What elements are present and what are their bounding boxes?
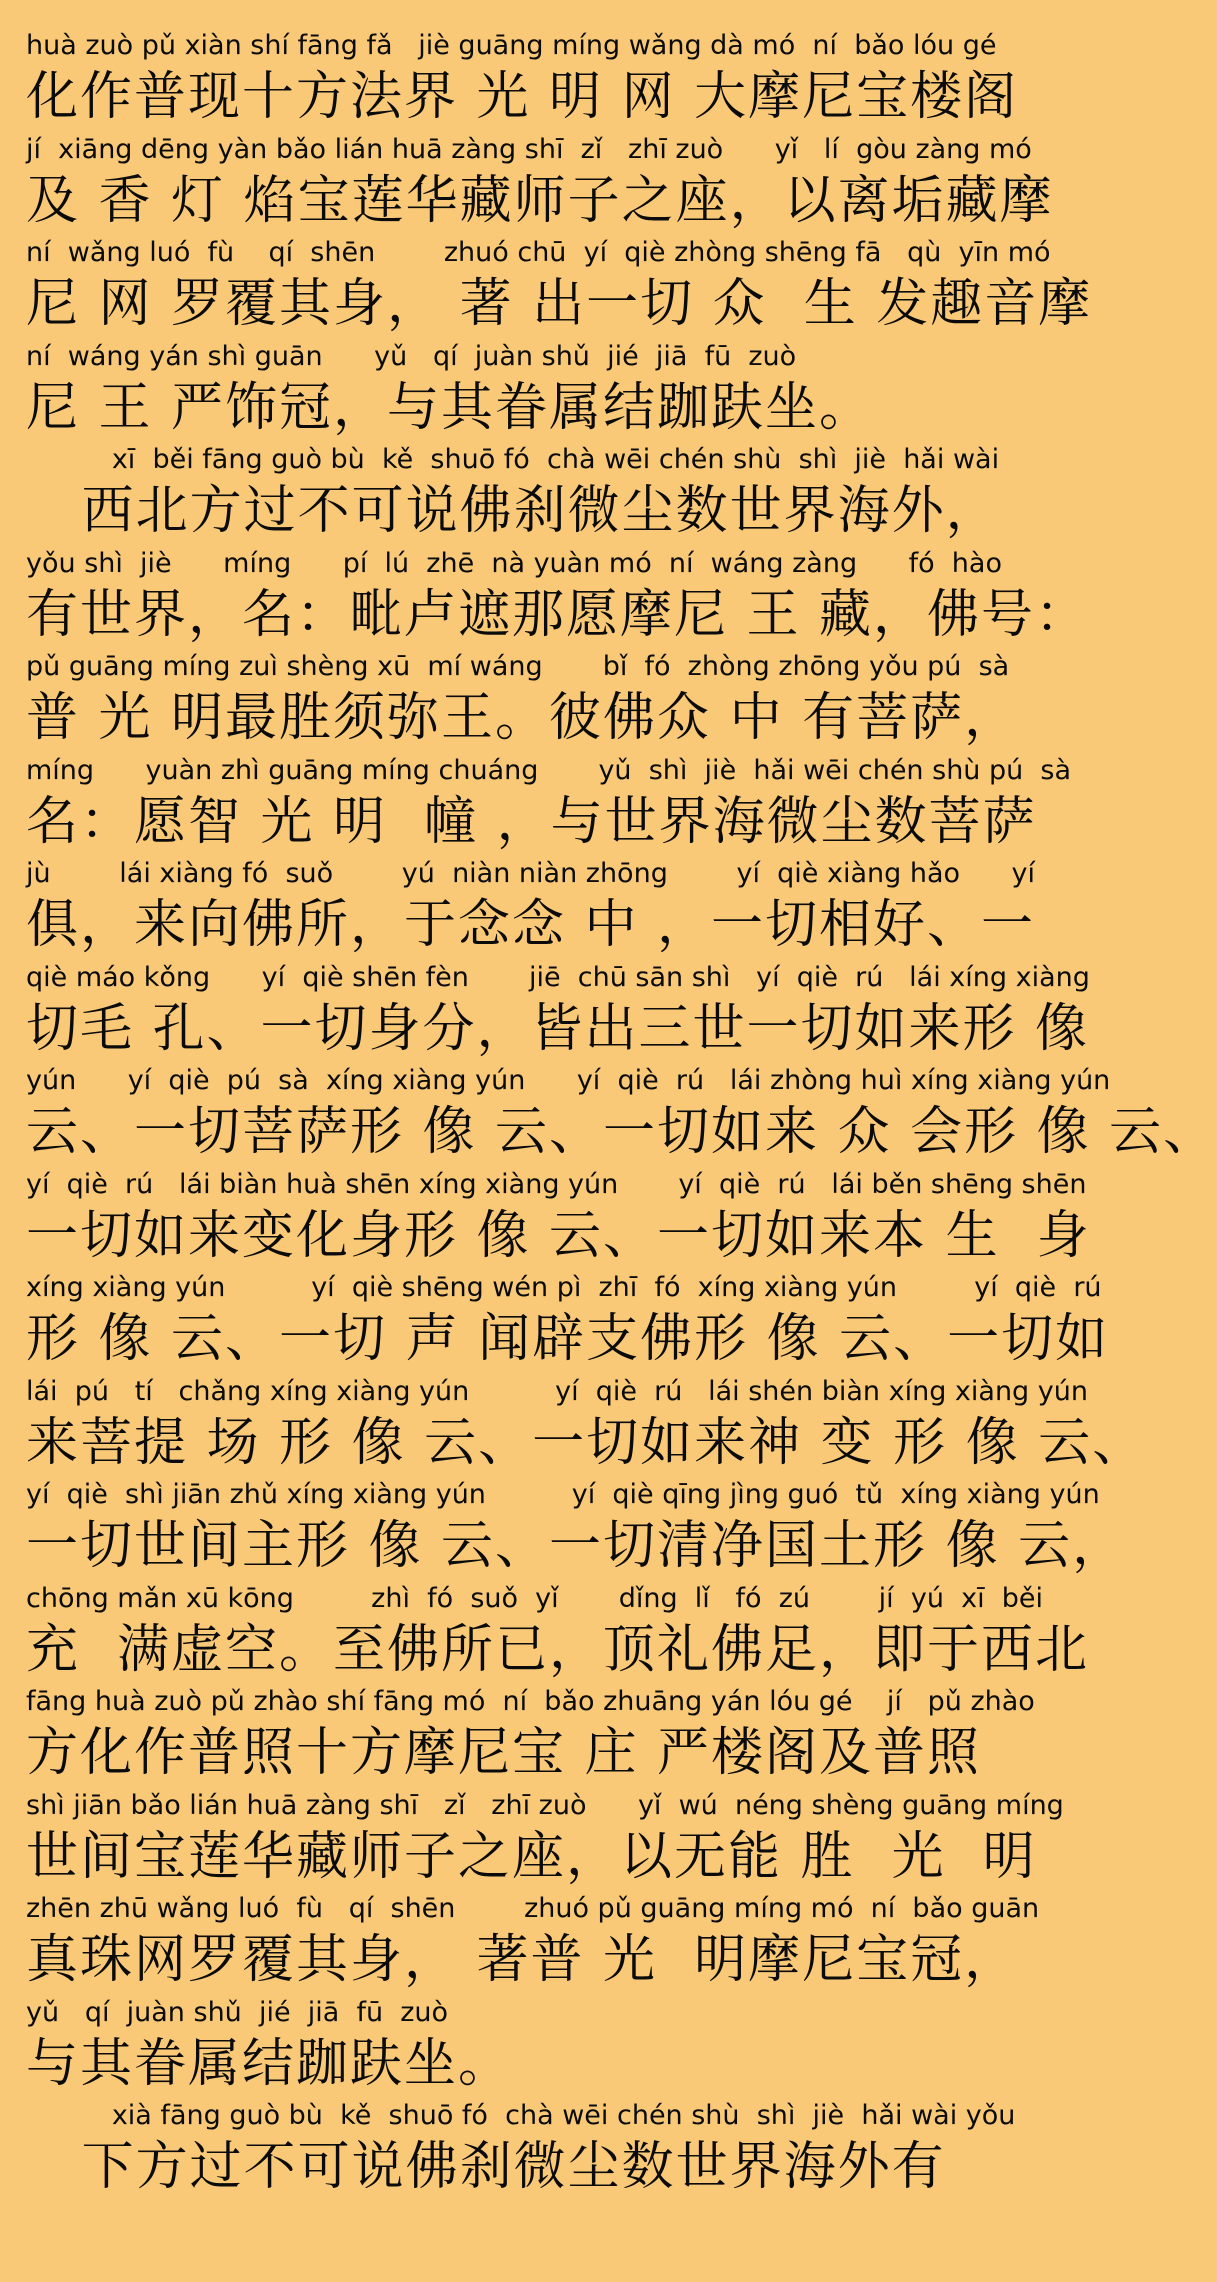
hanzi-text: 尼 王 严饰冠，与其眷属结跏趺坐。: [26, 378, 874, 438]
pinyin-text: yí qiè shì jiān zhǔ xíng xiàng yún yí qiè qīng jìng guó tǔ xíng xiàng yún: [26, 1479, 1100, 1510]
verse-line: [26, 649, 1054, 753]
hanzi-text: 俱，来向佛所，于念念 中 ，一切相好、一: [26, 895, 1036, 955]
hanzi-text: 西北方过不可说佛刹微尘数世界海外，: [26, 481, 1000, 541]
hanzi-text: 一切如来变化身形 像 云、一切如来本 生 身: [26, 1206, 1091, 1266]
verse-line: [26, 1374, 1147, 1478]
verse-line: [26, 2098, 1054, 2202]
hanzi-text: 方化作普照十方摩尼宝 庄 严楼阁及普照: [26, 1723, 982, 1783]
verse-line: [26, 132, 1054, 236]
verse-line: [26, 339, 1054, 443]
verse-line: [26, 1270, 1110, 1374]
verse-line: [26, 1063, 1217, 1167]
pinyin-text: yí qiè rú lái biàn huà shēn xíng xiàng yún yí qiè rú lái běn shēng shēn: [26, 1169, 1087, 1200]
pinyin-text: yún yí qiè pú sà xíng xiàng yún yí qiè rú lái zhòng huì xíng xiàng yún: [26, 1065, 1111, 1096]
pinyin-text: míng yuàn zhì guāng míng chuáng yǔ shì jiè hǎi wēi chén shù pú sà: [26, 755, 1072, 786]
hanzi-text: 及 香 灯 焰宝莲华藏师子之座，以离垢藏摩: [26, 171, 1054, 231]
hanzi-text: 下方过不可说佛刹微尘数世界海外有: [26, 2137, 946, 2197]
verse-line: [26, 1167, 1091, 1271]
verse-line: [26, 960, 1090, 1064]
hanzi-text: 化作普现十方法界 光 明 网 大摩尼宝楼阁: [26, 67, 1019, 127]
hanzi-text: 普 光 明最胜须弥王。彼佛众 中 有菩萨，: [26, 688, 1019, 748]
pinyin-text: jí xiāng dēng yàn bǎo lián huā zàng shī zǐ zhī zuò yǐ lí gòu zàng mó: [26, 134, 1032, 165]
hanzi-text: 尼 网 罗覆其身， 著 出一切 众 生 发趣音摩: [26, 274, 1093, 334]
hanzi-text: 真珠网罗覆其身， 著普 光 明摩尼宝冠，: [26, 1930, 1019, 1990]
hanzi-text: 名：愿智 光 明 幢 ，与世界海微尘数菩萨: [26, 792, 1037, 852]
pinyin-text: xī běi fāng guò bù kě shuō fó chà wēi chén shù shì jiè hǎi wài: [26, 444, 1000, 475]
hanzi-text: 一切世间主形 像 云、一切清净国土形 像 云，: [26, 1516, 1127, 1576]
pinyin-text: shì jiān bǎo lián huā zàng shī zǐ zhī zuò yǐ wú néng shèng guāng míng: [26, 1790, 1064, 1821]
pinyin-text: jù lái xiàng fó suǒ yú niàn niàn zhōng yí qiè xiàng hǎo yí: [26, 858, 1035, 889]
hanzi-text: 有世界，名：毗卢遮那愿摩尼 王 藏，佛号：: [26, 585, 1090, 645]
verse-line: [26, 1581, 1090, 1685]
verse-line: [26, 1788, 1064, 1892]
verse-line: [26, 235, 1093, 339]
pinyin-text: lái pú tí chǎng xíng xiàng yún yí qiè rú lái shén biàn xíng xiàng yún: [26, 1376, 1088, 1407]
verse-line: [26, 753, 1072, 857]
hanzi-text: 云、一切菩萨形 像 云、一切如来 众 会形 像 云、: [26, 1102, 1217, 1162]
pinyin-text: pǔ guāng míng zuì shèng xū mí wáng bǐ fó zhòng zhōng yǒu pú sà: [26, 651, 1010, 682]
verse-line: [26, 546, 1090, 650]
pinyin-text: xíng xiàng yún yí qiè shēng wén pì zhī fó xíng xiàng yún yí qiè rú: [26, 1272, 1102, 1303]
pinyin-text: fāng huà zuò pǔ zhào shí fāng mó ní bǎo zhuāng yán lóu gé jí pǔ zhào: [26, 1686, 1035, 1717]
pinyin-text: yǔ qí juàn shǔ jié jiā fū zuò: [26, 1997, 449, 2028]
pinyin-text: zhēn zhū wǎng luó fù qí shēn zhuó pǔ guāng míng mó ní bǎo guān: [26, 1893, 1040, 1924]
verse-line: [26, 1995, 1054, 2099]
hanzi-text: 充 满虚空。至佛所已，顶礼佛足，即于西北: [26, 1620, 1090, 1680]
pinyin-text: ní wáng yán shì guān yǔ qí juàn shǔ jié jiā fū zuò: [26, 341, 797, 372]
hanzi-text: 世间宝莲华藏师子之座，以无能 胜 光 明: [26, 1827, 1037, 1887]
verse-line: [26, 856, 1054, 960]
verse-line: [26, 1684, 1054, 1788]
pinyin-text: ní wǎng luó fù qí shēn zhuó chū yí qiè zhòng shēng fā qù yīn mó: [26, 237, 1051, 268]
verse-line: [26, 442, 1054, 546]
verse-line: [26, 1891, 1054, 1995]
hanzi-text: 来菩提 场 形 像 云、一切如来神 变 形 像 云、: [26, 1413, 1147, 1473]
hanzi-text: 形 像 云、一切 声 闻辟支佛形 像 云、一切如: [26, 1309, 1110, 1369]
hanzi-text: 与其眷属结跏趺坐。: [26, 2034, 513, 2094]
pinyin-text: chōng mǎn xū kōng zhì fó suǒ yǐ dǐng lǐ fó zú jí yú xī běi: [26, 1583, 1043, 1614]
hanzi-text: 切毛 孔、一切身分，皆出三世一切如来形 像: [26, 999, 1090, 1059]
pinyin-text: qiè máo kǒng yí qiè shēn fèn jiē chū sān shì yí qiè rú lái xíng xiàng: [26, 962, 1090, 993]
pinyin-text: xià fāng guò bù kě shuō fó chà wēi chén shù shì jiè hǎi wài yǒu: [26, 2100, 1016, 2131]
pinyin-text: huà zuò pǔ xiàn shí fāng fǎ jiè guāng míng wǎng dà mó ní bǎo lóu gé: [26, 30, 997, 61]
pinyin-text: yǒu shì jiè míng pí lú zhē nà yuàn mó ní wáng zàng fó hào: [26, 548, 1002, 579]
verse-line: [26, 1477, 1127, 1581]
verse-line: [26, 28, 1054, 132]
